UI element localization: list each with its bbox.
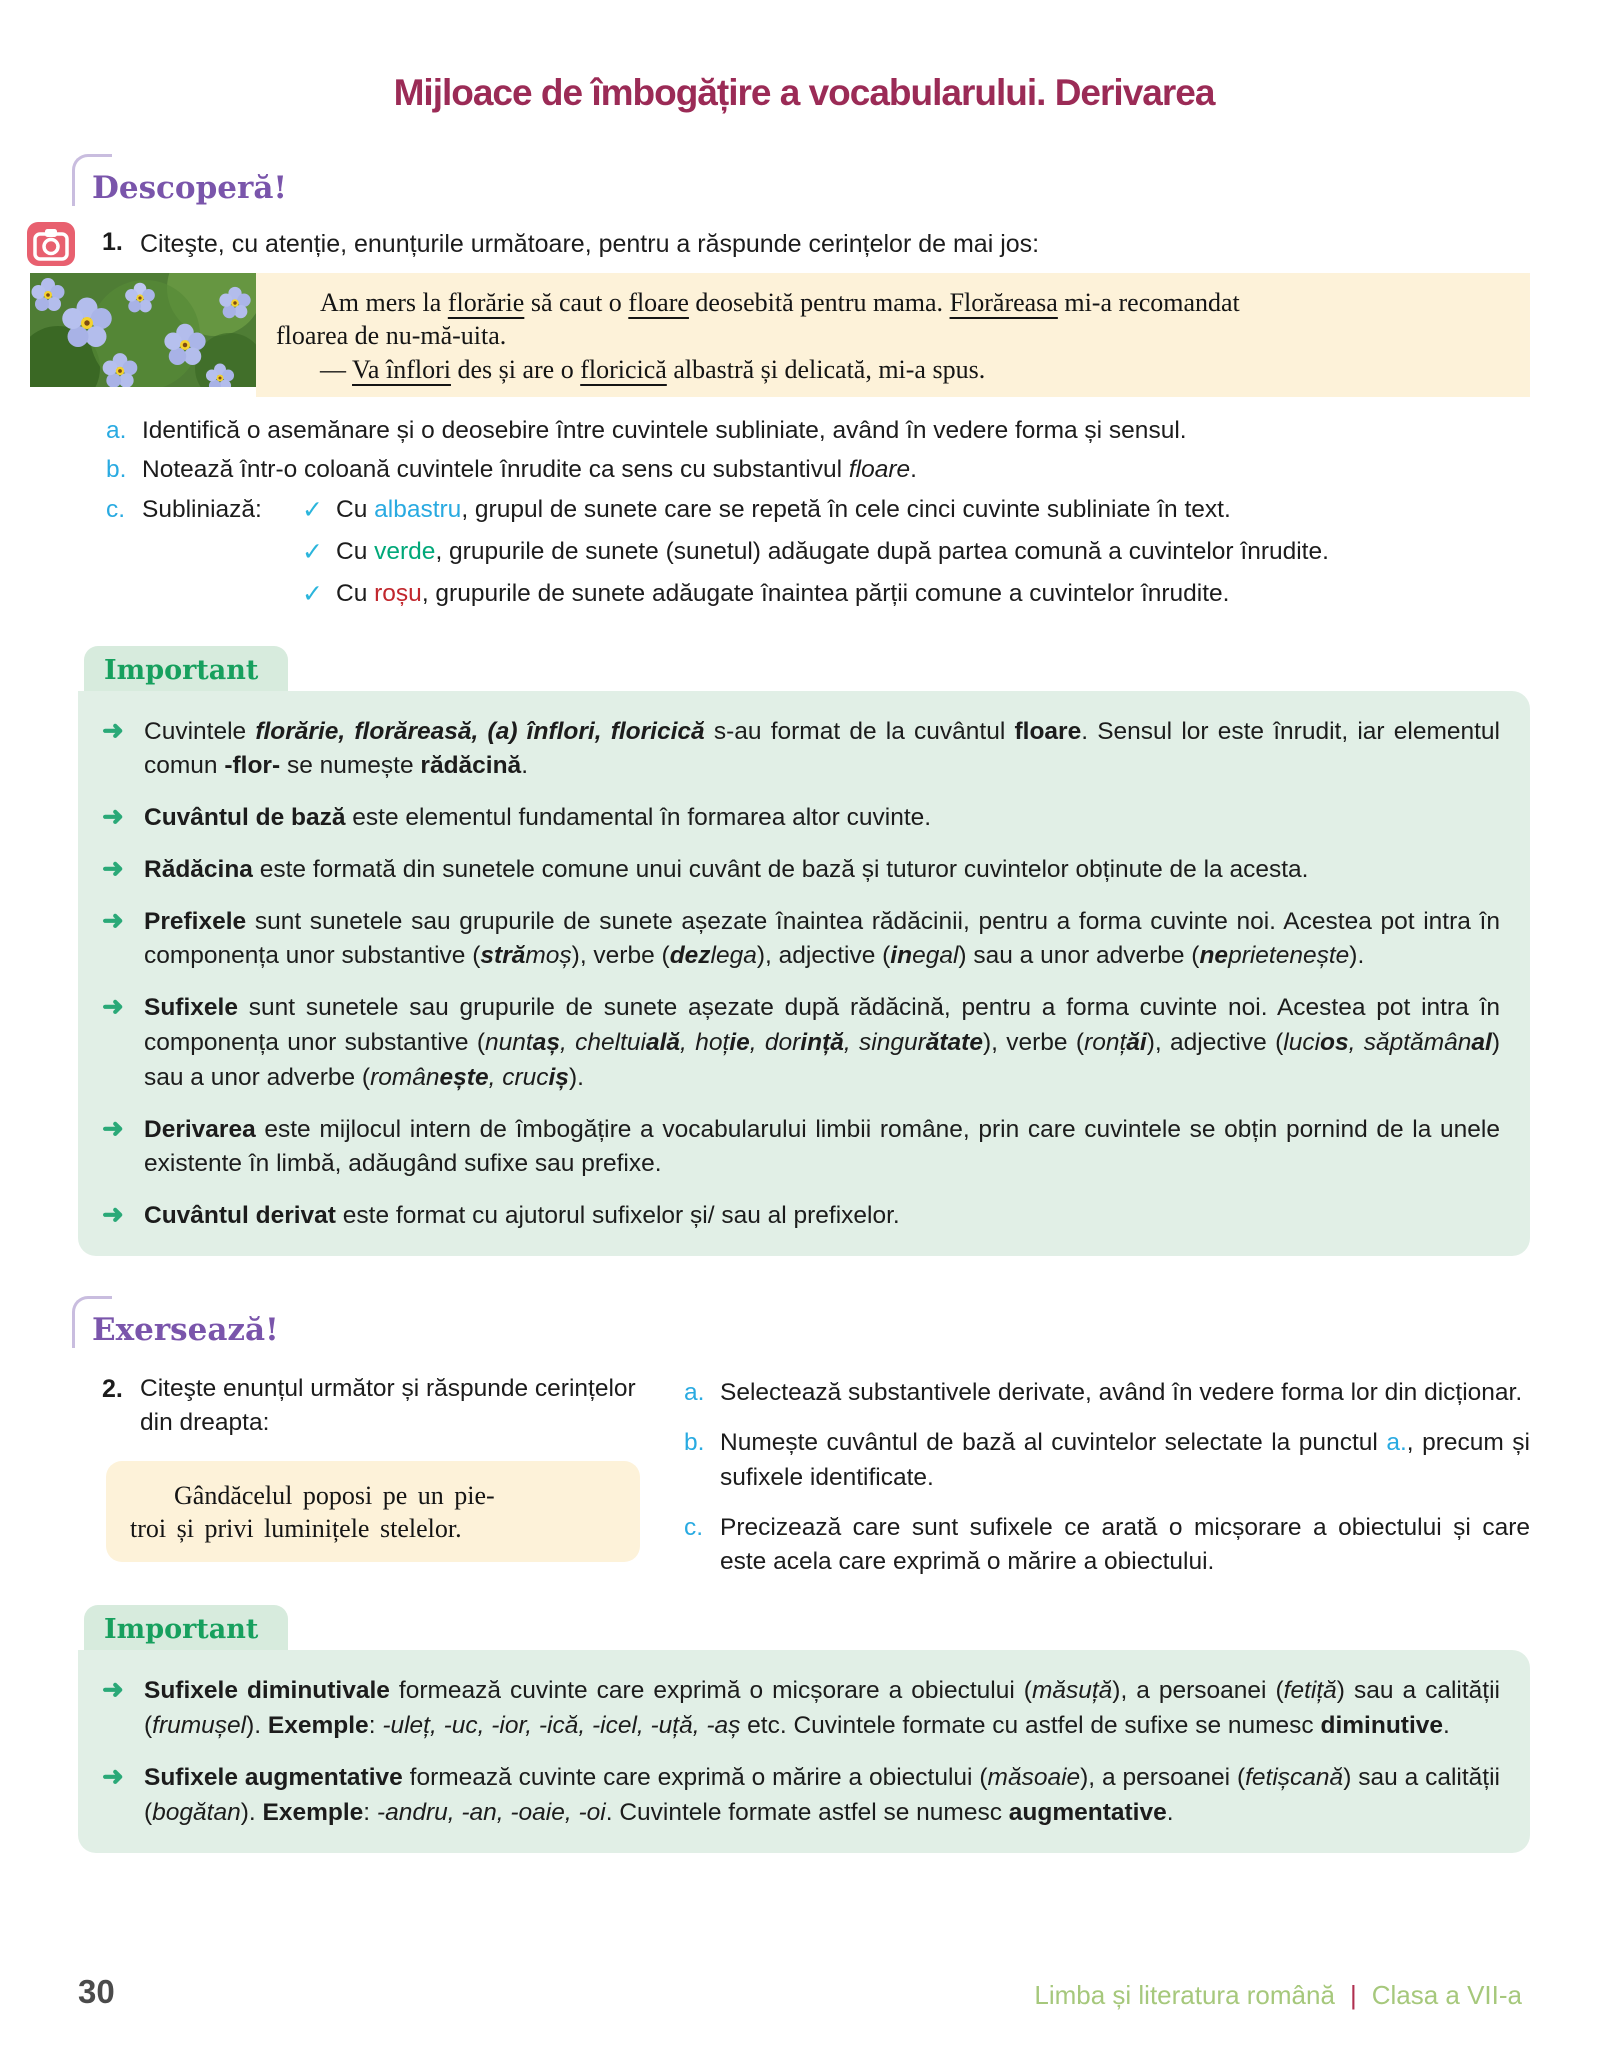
quote-1-line-3: — Va înflori des și are o floricică albastră și delicată, mi-a spus. bbox=[320, 355, 986, 385]
item-2b bbox=[684, 1426, 1530, 1495]
important-1-tab bbox=[84, 646, 288, 691]
section-descopera-label: Descoperă! bbox=[92, 170, 288, 206]
arrow-icon: ➜ bbox=[102, 1674, 124, 1705]
item-b-text: Notează într-o coloană cuvintele înrudite ca sens cu substantivul floare. bbox=[142, 456, 917, 484]
important-bullet bbox=[100, 1761, 1500, 1831]
item-c bbox=[106, 494, 1530, 620]
corner-bracket-decoration bbox=[72, 1296, 112, 1348]
quote-box-1 bbox=[256, 273, 1530, 397]
item-b bbox=[106, 454, 1530, 486]
exercise-1-number: 1. bbox=[102, 228, 123, 256]
item-2c-letter: c. bbox=[684, 1513, 704, 1541]
bullet-text: Rădăcina este formată din sunetele comune unui cuvânt de bază și tuturor cuvintelor obținute de la acesta. bbox=[144, 855, 1309, 883]
item-2b-letter: b. bbox=[684, 1429, 705, 1457]
bullet-text: Cuvintele florărie, florăreasă, (a) înflori, floricică s-au format de la cuvântul floare. Sensul lor este înrudit, iar elementul comun -flor- se numește rădăcină. bbox=[144, 717, 1500, 780]
quote-2-line-2: troi și privi luminițele stelelor. bbox=[130, 1514, 462, 1544]
item-c-label: Subliniază: bbox=[142, 495, 262, 523]
important-2-tab bbox=[84, 1605, 288, 1650]
important-2-header: Important bbox=[104, 1614, 259, 1646]
camera-icon bbox=[26, 220, 76, 266]
check-text-green: Cu verde, grupurile de sunete (sunetul) adăugate după partea comună a cuvintelor înrudite. bbox=[336, 537, 1329, 565]
practice-section bbox=[78, 1290, 1530, 1595]
check-item-red bbox=[302, 578, 1530, 611]
important-bullet bbox=[100, 905, 1500, 975]
page-footer bbox=[78, 1973, 1522, 2011]
quote-1-line-2: floarea de nu-mă-uita. bbox=[276, 321, 507, 351]
arrow-icon: ➜ bbox=[102, 714, 124, 745]
forget-me-not-photo bbox=[30, 273, 256, 387]
arrow-icon: ➜ bbox=[102, 801, 124, 832]
exercise-2-prompt: Citeşte enunțul următor și răspunde cerințelor din dreapta: bbox=[140, 1374, 636, 1437]
exercise-1-prompt: Citeşte, cu atenție, enunțurile următoare, pentru a răspunde cerințelor de mai jos: bbox=[140, 230, 1040, 258]
item-c-letter: c. bbox=[106, 495, 126, 523]
footer-separator: | bbox=[1349, 1980, 1357, 2010]
footer-subject: Limba și literatura română bbox=[1034, 1980, 1335, 2010]
bullet-text: Sufixele diminutivale formează cuvinte care exprimă o micșorare a obiectului (măsuță), a persoanei (fetiță) sau a calității (frumușel). Exemple: -uleț, -uc, -ior, -ică, -icel, -uță, -aș etc. Cuvintele formate cu astfel de sufixe se numesc diminutive. bbox=[144, 1677, 1500, 1740]
important-box-1 bbox=[78, 646, 1530, 1256]
important-bullet bbox=[100, 801, 1500, 836]
item-c-checklist bbox=[302, 494, 1530, 620]
important-bullet bbox=[100, 715, 1500, 785]
exercise-2-left-column bbox=[78, 1372, 640, 1595]
check-icon: ✓ bbox=[302, 537, 323, 566]
quote-box-2 bbox=[106, 1461, 640, 1563]
item-a-text: Identifică o asemănare și o deosebire între cuvintele subliniate, având în vedere forma și sensul. bbox=[142, 416, 1187, 444]
section-exerseaza-label: Exersează! bbox=[92, 1311, 279, 1348]
item-2a-letter: a. bbox=[684, 1378, 705, 1406]
footer-right bbox=[1034, 1980, 1522, 2011]
arrow-icon: ➜ bbox=[102, 1199, 124, 1230]
bullet-text: Sufixele augmentative formează cuvinte care exprimă o mărire a obiectului (măsoaie), a persoanei (fetișcană) sau a calității (bogătan). Exemple: -andru, -an, -oaie, -oi. Cuvintele formate astfel se numesc augmentative. bbox=[144, 1763, 1500, 1826]
check-item-blue bbox=[302, 494, 1530, 527]
quote-1-line-1: Am mers la florărie să caut o floare deosebită pentru mama. Florăreasa mi-a recomandat bbox=[320, 287, 1240, 317]
bullet-text: Cuvântul de bază este elementul fundamental în formarea altor cuvinte. bbox=[144, 804, 932, 832]
exercise-2-number: 2. bbox=[102, 1374, 123, 1403]
corner-bracket-decoration bbox=[72, 154, 112, 206]
item-2c-text: Precizează care sunt sufixele ce arată o micșorare a obiectului și care este acela care exprimă o mărire a obiectului. bbox=[720, 1513, 1530, 1576]
important-1-body bbox=[78, 691, 1530, 1256]
check-text-blue: Cu albastru, grupul de sunete care se repetă în cele cinci cuvinte subliniate în text. bbox=[336, 495, 1231, 523]
important-bullet bbox=[100, 853, 1500, 888]
footer-class: Clasa a VII-a bbox=[1371, 1980, 1522, 2010]
item-2b-text: Numește cuvântul de bază al cuvintelor selectate la punctul a., precum și sufixele identificate. bbox=[720, 1429, 1530, 1491]
bullet-text: Derivarea este mijlocul intern de îmbogățire a vocabularului limbii române, prin care cuvintele se obțin pornind de la unele existente în limbă, adăugând sufixe sau prefixe. bbox=[144, 1115, 1500, 1178]
check-item-green bbox=[302, 536, 1530, 569]
quote-2-line-1: Gândăcelul poposi pe un pie- bbox=[174, 1480, 495, 1510]
item-b-letter: b. bbox=[106, 456, 127, 484]
arrow-icon: ➜ bbox=[102, 991, 124, 1022]
check-text-red: Cu roșu, grupurile de sunete adăugate înaintea părții comune a cuvintelor înrudite. bbox=[336, 579, 1230, 607]
arrow-icon: ➜ bbox=[102, 852, 124, 883]
arrow-icon: ➜ bbox=[102, 1760, 124, 1791]
item-2a bbox=[684, 1376, 1530, 1410]
exercise-2-layout bbox=[78, 1372, 1530, 1595]
item-2a-text: Selectează substantivele derivate, având în vedere forma lor din dicționar. bbox=[720, 1378, 1523, 1406]
bullet-text: Sufixele sunt sunetele sau grupurile de sunete așezate după rădăcină, pentru a forma cuvinte noi. Acestea pot intra în componența unor substantive (nuntaș, cheltuială, hoție, dorință, singurătate), verbe (ronțăi), adjective (lucios, săptămânal) sau a unor adverbe (românește, cruciș). bbox=[144, 994, 1500, 1091]
bullet-text: Prefixele sunt sunetele sau grupurile de sunete așezate înaintea rădăcinii, pentru a forma cuvinte noi. Acestea pot intra în componența unor substantive (strămoș), verbe (dezlega), adjective (inegal) sau a unor adverbe (neprietenește). bbox=[144, 907, 1500, 970]
exercise-1-prompt-row bbox=[78, 228, 1530, 261]
page-title: Mijloace de îmbogățire a vocabularului. Derivarea bbox=[393, 72, 1215, 113]
quote-1-row bbox=[30, 273, 1530, 397]
item-2c bbox=[684, 1511, 1530, 1580]
check-icon: ✓ bbox=[302, 579, 323, 608]
section-descopera bbox=[72, 154, 287, 206]
item-a-letter: a. bbox=[106, 416, 127, 444]
section-exerseaza bbox=[72, 1296, 279, 1348]
important-bullet bbox=[100, 1113, 1500, 1183]
page-number: 30 bbox=[78, 1973, 115, 2010]
arrow-icon: ➜ bbox=[102, 904, 124, 935]
important-2-body bbox=[78, 1650, 1530, 1852]
check-icon: ✓ bbox=[302, 495, 323, 524]
exercise-2-right-column bbox=[684, 1372, 1530, 1595]
exercise-2-prompt-row bbox=[78, 1372, 640, 1441]
important-box-2 bbox=[78, 1605, 1530, 1852]
bullet-text: Cuvântul derivat este format cu ajutorul sufixelor și/ sau al prefixelor. bbox=[144, 1202, 900, 1230]
arrow-icon: ➜ bbox=[102, 1112, 124, 1143]
important-1-header: Important bbox=[104, 654, 259, 686]
exercise-1-items bbox=[106, 415, 1530, 620]
important-bullet bbox=[100, 991, 1500, 1095]
item-a bbox=[106, 415, 1530, 447]
important-bullet bbox=[100, 1199, 1500, 1234]
important-bullet bbox=[100, 1674, 1500, 1744]
